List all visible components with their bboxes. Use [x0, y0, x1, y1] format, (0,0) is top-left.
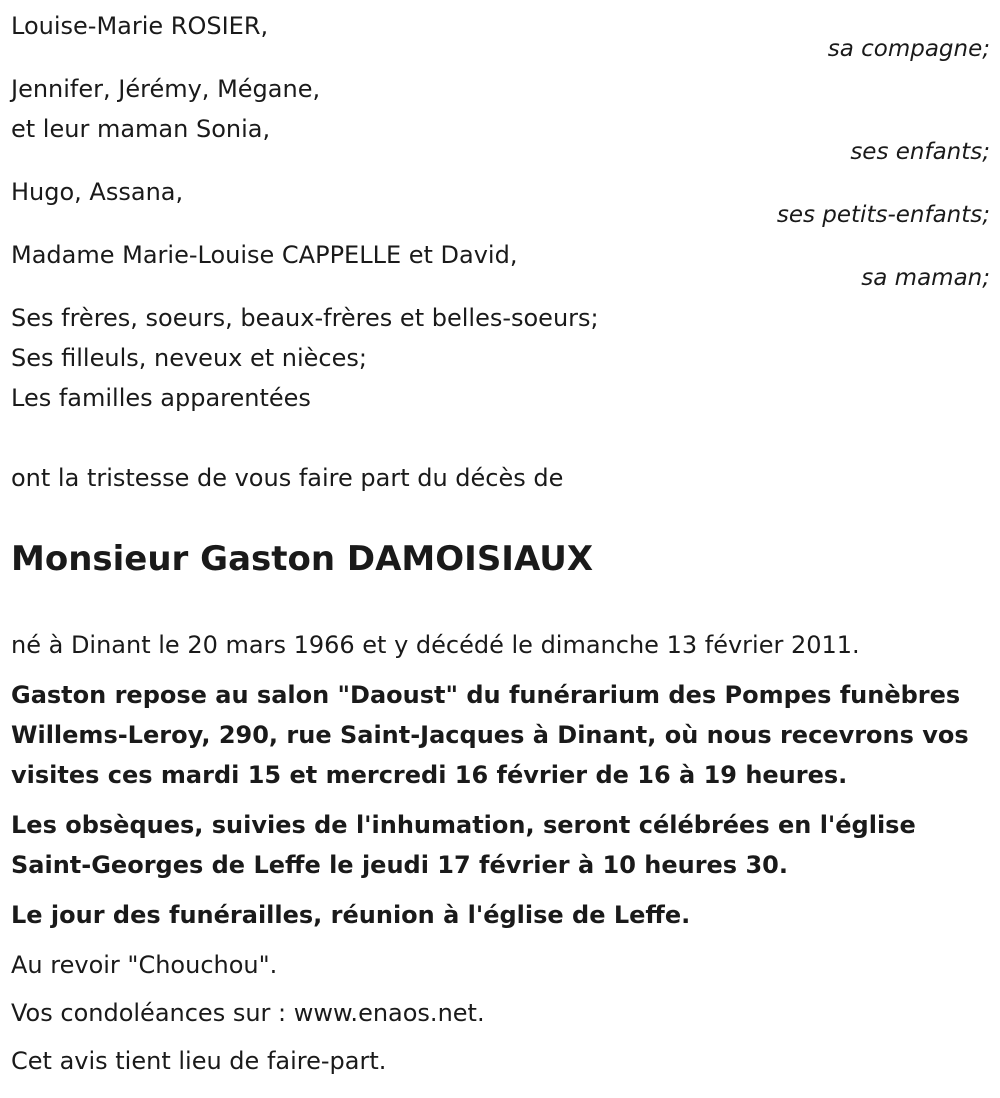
- children-mother: et leur maman Sonia,: [11, 115, 271, 143]
- siblings-line: Ses frères, soeurs, beaux-frères et belles-soeurs;: [11, 304, 599, 332]
- partner-name: Louise-Marie ROSIER,: [11, 12, 269, 40]
- intro-text: ont la tristesse de vous faire part du décès de: [11, 464, 564, 492]
- children-names: Jennifer, Jérémy, Mégane,: [11, 75, 321, 103]
- children-role: ses enfants;: [850, 139, 990, 165]
- farewell-text: Au revoir "Chouchou".: [11, 951, 278, 979]
- mother-role: sa maman;: [861, 265, 990, 291]
- families-line: Les familles apparentées: [11, 384, 311, 412]
- condolences-text: Vos condoléances sur : www.enaos.net.: [11, 999, 485, 1027]
- mother-name: Madame Marie-Louise CAPPELLE et David,: [11, 241, 518, 269]
- birth-death-text: né à Dinant le 20 mars 1966 et y décédé le dimanche 13 février 2011.: [11, 631, 860, 659]
- notice-text: Cet avis tient lieu de faire-part.: [11, 1047, 387, 1075]
- deceased-name: Monsieur Gaston DAMOISIAUX: [11, 539, 594, 579]
- visitation-text: Gaston repose au salon "Daoust" du funérarium des Pompes funèbres Willems-Leroy, 290, rue Saint-Jacques à Dinant, où nous recevrons vos visites ces mardi 15 et mercredi 16 février de 16 à 19 heures.: [11, 681, 969, 789]
- godchildren-line: Ses filleuls, neveux et nièces;: [11, 344, 367, 372]
- meeting-text: Le jour des funérailles, réunion à l'église de Leffe.: [11, 901, 691, 929]
- grandchildren-names: Hugo, Assana,: [11, 178, 184, 206]
- partner-role: sa compagne;: [827, 36, 990, 62]
- grandchildren-role: ses petits-enfants;: [776, 202, 990, 228]
- funeral-text: Les obsèques, suivies de l'inhumation, seront célébrées en l'église Saint-Georges de Leffe le jeudi 17 février à 10 heures 30.: [11, 811, 916, 879]
